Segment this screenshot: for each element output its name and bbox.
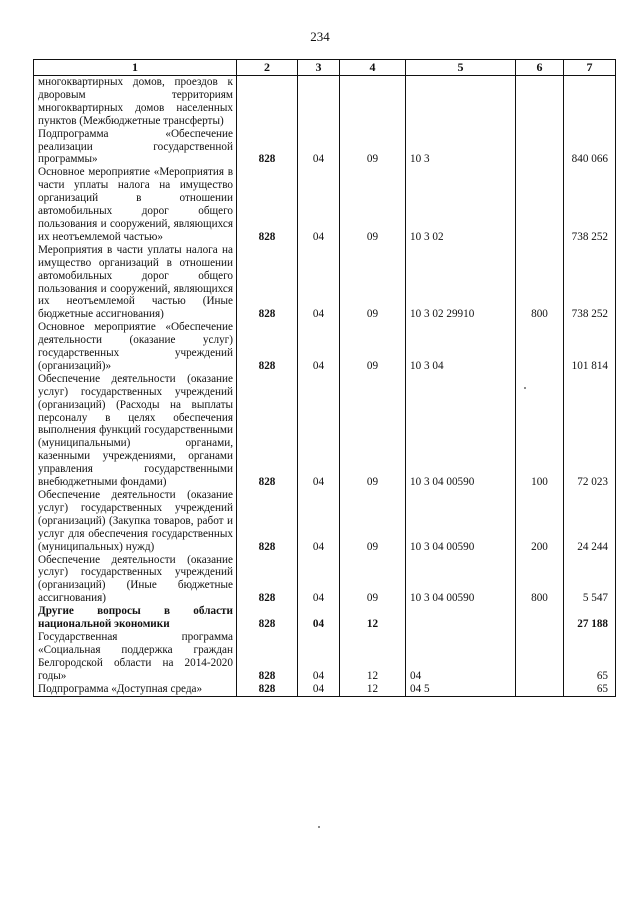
cell-subsection: 09 [340,128,406,167]
cell-expense-type: 200 [516,489,564,554]
cell-name: Обеспечение деятельности (оказание услуг) государственных учреждений (организаций) (Закупка товаров, работ и услуг для обеспечения государственных (муниципальных) нужд) [34,489,237,554]
cell-section: 04 [298,166,340,243]
cell-target-article: 04 [406,631,516,683]
cell-amount: 24 244 [564,489,616,554]
cell-section: 04 [298,373,340,489]
table-row [34,166,616,243]
cell-section: 04 [298,128,340,167]
cell-code: 828 [237,166,298,243]
cell-amount: 738 252 [564,244,616,321]
cell-name: Основное мероприятие «Обеспечение деятельности (оказание услуг) государственных учреждений (организаций)» [34,321,237,373]
header-col-5: 5 [406,60,516,76]
cell-code: 828 [237,489,298,554]
cell-name: Мероприятия в части уплаты налога на имущество организаций в отношении автомобильных дорог общего пользования и сооружений, являющихся их неотъемлемой частью (Иные бюджетные ассигнования) [34,244,237,321]
table-body [34,76,616,697]
cell-target-article [406,605,516,631]
table-row [34,373,616,489]
cell-target-article: 10 3 02 [406,166,516,243]
table-row [34,128,616,167]
page-number: 234 [310,29,330,44]
cell-name: Другие вопросы в области национальной экономики [34,605,237,631]
cell-subsection: 09 [340,321,406,373]
cell-code [237,76,298,128]
cell-amount: 840 066 [564,128,616,167]
cell-target-article: 10 3 [406,128,516,167]
header-col-3: 3 [298,60,340,76]
cell-expense-type [516,605,564,631]
cell-expense-type: 100 [516,373,564,489]
cell-target-article: 10 3 04 00590 [406,489,516,554]
cell-amount: 65 [564,631,616,683]
cell-section: 04 [298,321,340,373]
cell-subsection [340,76,406,128]
cell-amount: 65 [564,683,616,696]
cell-section: 04 [298,683,340,696]
table-row [34,489,616,554]
table-row [34,321,616,373]
cell-subsection: 12 [340,683,406,696]
cell-name: Государственная программа «Социальная поддержка граждан Белгородской области на 2014-2020 годы» [34,631,237,683]
cell-target-article: 10 3 04 00590 [406,554,516,606]
cell-subsection: 12 [340,631,406,683]
cell-code: 828 [237,373,298,489]
table-row [34,554,616,606]
header-col-6: 6 [516,60,564,76]
cell-section: 04 [298,631,340,683]
table-row [34,76,616,128]
cell-target-article: 10 3 04 [406,321,516,373]
table-row [34,631,616,683]
cell-expense-type [516,166,564,243]
cell-amount [564,76,616,128]
cell-name: Обеспечение деятельности (оказание услуг) государственных учреждений (организаций) (Расходы на выплаты персоналу в целях обеспечения выполнения функций государственными (муниципальными) органами, казенными учреждениями, органами управления государственными внебюджетными фондами) [34,373,237,489]
header-col-4: 4 [340,60,406,76]
header-col-7: 7 [564,60,616,76]
cell-code: 828 [237,321,298,373]
cell-code: 828 [237,605,298,631]
cell-amount: 5 547 [564,554,616,606]
cell-expense-type [516,128,564,167]
scan-speck [318,826,320,828]
budget-table [33,59,616,697]
cell-name: Основное мероприятие «Мероприятия в части уплаты налога на имущество организаций в отношении автомобильных дорог общего пользования и сооружений, являющихся их неотъемлемой частью» [34,166,237,243]
cell-section: 04 [298,554,340,606]
cell-target-article [406,76,516,128]
cell-code: 828 [237,554,298,606]
cell-expense-type: 800 [516,554,564,606]
header-col-1: 1 [34,60,237,76]
cell-section [298,76,340,128]
cell-expense-type: 800 [516,244,564,321]
cell-subsection: 09 [340,489,406,554]
cell-subsection: 12 [340,605,406,631]
cell-name: многоквартирных домов, проездов к дворовым территориям многоквартирных домов населенных пунктов (Межбюджетные трансферты) [34,76,237,128]
cell-target-article: 10 3 02 29910 [406,244,516,321]
cell-subsection: 09 [340,554,406,606]
table-header-row [34,60,616,76]
cell-code: 828 [237,244,298,321]
cell-amount: 72 023 [564,373,616,489]
cell-code: 828 [237,631,298,683]
cell-amount: 738 252 [564,166,616,243]
cell-target-article: 10 3 04 00590 [406,373,516,489]
table-row [34,683,616,696]
cell-section: 04 [298,489,340,554]
scan-speck [524,387,526,389]
cell-amount: 101 814 [564,321,616,373]
cell-code: 828 [237,128,298,167]
cell-name: Подпрограмма «Доступная среда» [34,683,237,696]
cell-code: 828 [237,683,298,696]
cell-name: Обеспечение деятельности (оказание услуг) государственных учреждений (организаций) (Иные бюджетные ассигнования) [34,554,237,606]
cell-expense-type [516,76,564,128]
cell-section: 04 [298,244,340,321]
cell-expense-type [516,321,564,373]
cell-target-article: 04 5 [406,683,516,696]
cell-amount: 27 188 [564,605,616,631]
cell-expense-type [516,683,564,696]
cell-expense-type [516,631,564,683]
cell-subsection: 09 [340,373,406,489]
cell-subsection: 09 [340,244,406,321]
table-row [34,605,616,631]
header-col-2: 2 [237,60,298,76]
cell-subsection: 09 [340,166,406,243]
cell-name: Подпрограмма «Обеспечение реализации государственной программы» [34,128,237,167]
table-row [34,244,616,321]
cell-section: 04 [298,605,340,631]
